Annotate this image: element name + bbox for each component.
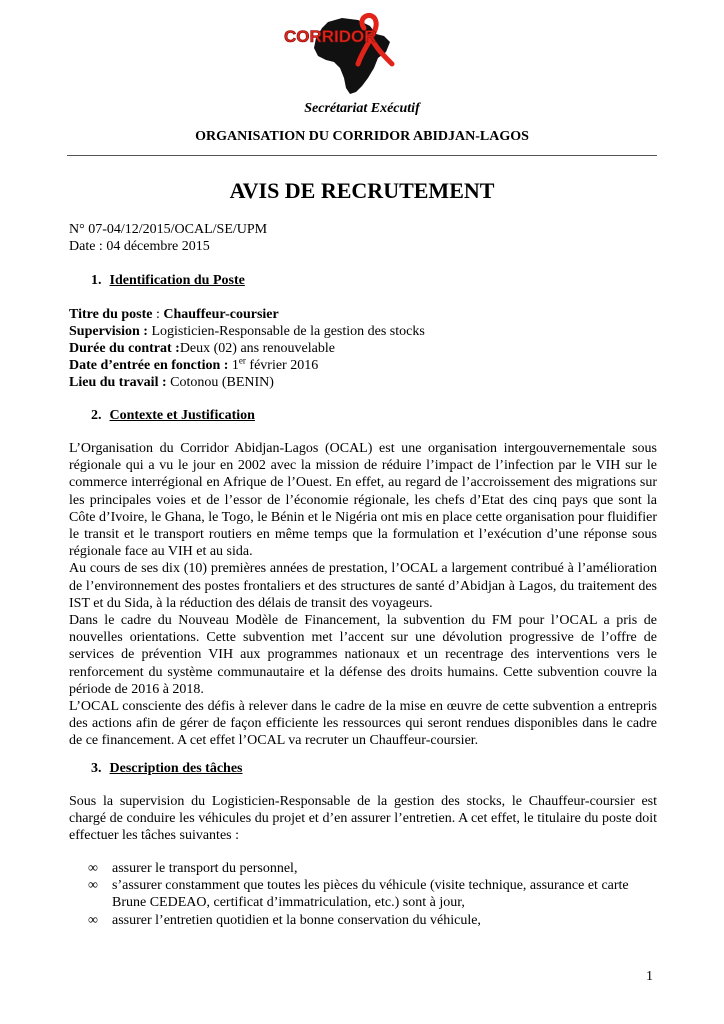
field-start-date	[69, 357, 318, 374]
list-item-text: s’assurer constamment que toutes les pièces du véhicule (visite technique, assurance et carte Brune CEDEAO, certificat d’immatriculation, etc.) sont à jour,	[112, 878, 629, 910]
organization-name: ORGANISATION DU CORRIDOR ABIDJAN-LAGOS	[195, 129, 529, 144]
section-heading-context	[91, 407, 255, 424]
header-divider	[67, 155, 657, 156]
infinity-bullet-icon: ∞	[88, 913, 98, 928]
section-number: 2.	[91, 408, 102, 423]
field-label: Supervision :	[69, 324, 152, 339]
paragraph: L’Organisation du Corridor Abidjan-Lagos (OCAL) est une organisation intergouvernementale sous régionale qui a vu le jour en 2002 avec la mission de réduire l’impact de l’infection par le VIH sur le commerce interrégional en Afrique de l’Ouest. En effet, au regard de l’accroissement des migrations sur les principales voies et de l’essor de l’économie régionale, les chefs d’Etat des cinq pays que sont la Côte d’Ivoire, le Ghana, le Togo, le Bénin et le Nigéria ont mis en place cette organisation pour fluidifier le transit et le transport routiers en même temps que la formulation et l’exécution d’une réponse sous régionale face au VIH et au sida.	[69, 441, 657, 560]
page-number: 1	[646, 969, 653, 984]
field-contract-duration	[69, 340, 335, 357]
tasks-intro	[69, 793, 657, 845]
field-value-month: février 2016	[245, 358, 319, 373]
list-item	[88, 912, 658, 929]
section-heading-tasks	[91, 760, 243, 777]
field-work-location	[69, 374, 274, 391]
field-job-title	[69, 306, 279, 323]
field-value: Cotonou (BENIN)	[170, 375, 274, 390]
document-date: Date : 04 décembre 2015	[69, 239, 210, 254]
section-title: Identification du Poste	[109, 273, 245, 288]
field-separator: :	[152, 307, 164, 322]
infinity-bullet-icon: ∞	[88, 861, 98, 876]
field-value: Logisticien-Responsable de la gestion des stocks	[151, 324, 425, 339]
list-item	[88, 860, 658, 877]
section-title: Contexte et Justification	[109, 408, 255, 423]
list-item-text: assurer le transport du personnel,	[112, 861, 298, 876]
logo-text: CORRIDOR	[284, 27, 377, 46]
field-value-ordinal: er	[238, 355, 246, 366]
reference-number: N° 07-04/12/2015/OCAL/SE/UPM	[69, 222, 268, 237]
field-label: Titre du poste	[69, 307, 153, 322]
corridor-logo	[280, 12, 400, 98]
section-title: Description des tâches	[109, 761, 243, 776]
field-value-day: 1	[231, 358, 239, 373]
list-item-text: assurer l’entretien quotidien et la bonne conservation du véhicule,	[112, 913, 481, 928]
paragraph: Sous la supervision du Logisticien-Responsable de la gestion des stocks, le Chauffeur-coursier est chargé de conduire les véhicules du projet et d’en assurer l’entretien. A cet effet, le titulaire du poste doit effectuer les tâches suivantes :	[69, 794, 657, 844]
field-label: Durée du contrat :	[69, 341, 180, 356]
section-heading-identification	[91, 272, 245, 289]
field-label: Date d’entrée en fonction :	[69, 358, 232, 373]
section-number: 1.	[91, 273, 102, 288]
field-value: Chauffeur-coursier	[163, 307, 279, 322]
field-label: Lieu du travail :	[69, 375, 171, 390]
field-value: Deux (02) ans renouvelable	[179, 341, 335, 356]
paragraph: L’OCAL consciente des défis à relever dans le cadre de la mise en œuvre de cette subvention a entrepris des actions afin de gérer de façon efficiente les ressources qui seront rendues disponibles dans le cadre de ce financement. A cet effet l’OCAL va recruter un Chauffeur-coursier.	[69, 699, 657, 749]
context-body	[69, 440, 657, 750]
list-item	[88, 877, 658, 911]
paragraph: Dans le cadre du Nouveau Modèle de Financement, la subvention du FM pour l’OCAL a pris de nouvelles orientations. Cette subvention met l’accent sur une dévolution progressive de l’offre de services de prévention VIH aux programmes nationaux et un recentrage des interventions vers le renforcement du système communautaire et la défense des droits humains. Cette subvention couvre la période de 2016 à 2018.	[69, 613, 657, 697]
page-title: AVIS DE RECRUTEMENT	[229, 178, 495, 203]
infinity-bullet-icon: ∞	[88, 878, 98, 893]
field-supervision	[69, 323, 425, 340]
secretariat-label: Secrétariat Exécutif	[304, 101, 420, 116]
paragraph: Au cours de ses dix (10) premières années de prestation, l’OCAL a largement contribué à l’amélioration de l’environnement des postes frontaliers et des structures de santé d’Abidjan à Lagos, du traitement des IST et du Sida, à la réduction des délais de transit des voyageurs.	[69, 561, 657, 611]
section-number: 3.	[91, 761, 102, 776]
